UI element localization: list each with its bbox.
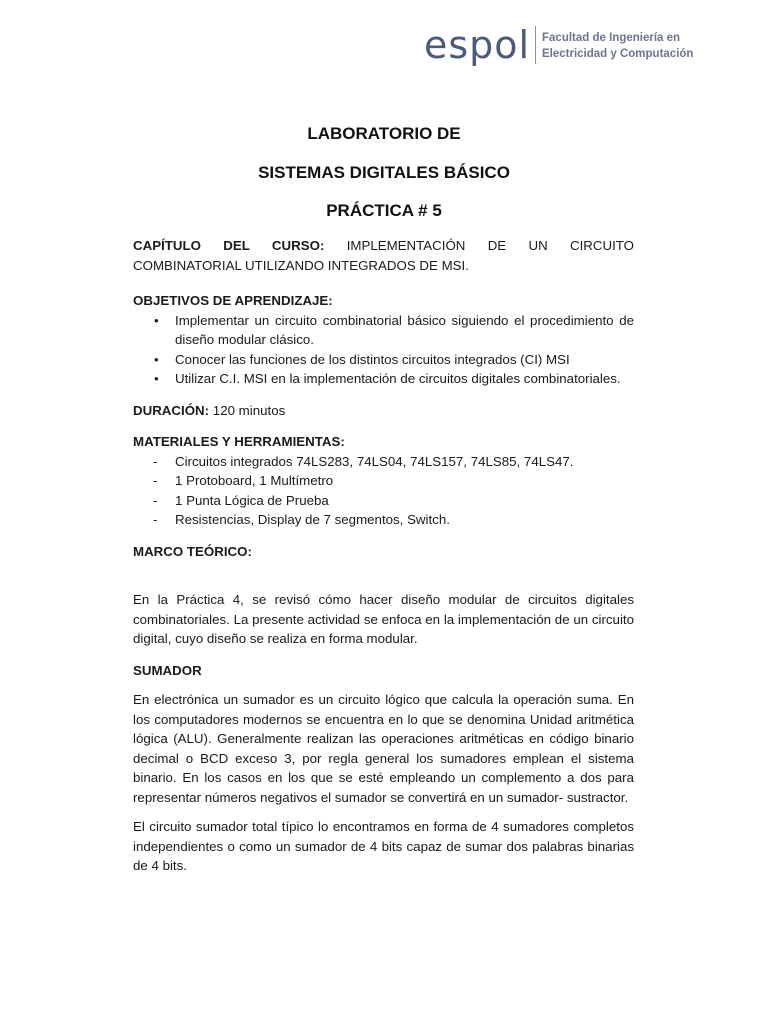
capitulo-text-2: COMBINATORIAL UTILIZANDO INTEGRADOS DE MSI. bbox=[133, 257, 469, 273]
list-item: - Circuitos integrados 74LS283, 74LS04, 74LS157, 74LS85, 74LS47. bbox=[133, 452, 634, 472]
capitulo-label: CAPÍTULO DEL CURSO: bbox=[133, 238, 325, 253]
duracion-label: DURACIÓN: bbox=[133, 402, 210, 418]
faculty-line-2: Electricidad y Computación bbox=[542, 48, 694, 60]
document-body bbox=[133, 236, 634, 876]
capitulo-line-1 bbox=[133, 236, 634, 256]
list-item: - 1 Punta Lógica de Prueba bbox=[133, 491, 634, 511]
faculty-name bbox=[542, 30, 693, 62]
logo-divider bbox=[535, 26, 536, 64]
sumador-paragraph-1: En electrónica un sumador es un circuito lógico que calcula la operación suma. En los computadores modernos se encuentra en lo que se denomina Unidad aritmética lógica (ALU). Generalmente realizan las operaciones aritméticas en código binario decimal o BCD exceso 3, por regla general los sumadores emplean el sistema binario. En los casos en los que se esté empleando un complemento a dos para representar números negativos el sumador se convertirá en un sumador- sustractor. bbox=[133, 692, 634, 805]
title-line-2: SISTEMAS DIGITALES BÁSICO bbox=[258, 163, 510, 182]
title-line-1: LABORATORIO DE bbox=[307, 124, 461, 143]
duracion-line bbox=[133, 401, 634, 421]
list-item: • Conocer las funciones de los distintos circuitos integrados (CI) MSI bbox=[133, 350, 634, 370]
title-line-3: PRÁCTICA # 5 bbox=[326, 201, 442, 220]
list-item: - Resistencias, Display de 7 segmentos, Switch. bbox=[133, 510, 634, 530]
duracion-value: 120 minutos bbox=[212, 402, 286, 418]
marco-paragraph: En la Práctica 4, se revisó cómo hacer diseño modular de circuitos digitales combinatoriales. La presente actividad se enfoca en la implementación de un circuito digital, cuyo diseño se realiza en forma modular. bbox=[133, 592, 634, 646]
page-header bbox=[424, 22, 724, 70]
capitulo-text-1: IMPLEMENTACIÓN DE UN CIRCUITO bbox=[346, 238, 634, 253]
list-item: • Utilizar C.I. MSI en la implementación de circuitos digitales combinatoriales. bbox=[133, 369, 634, 389]
list-item: - 1 Protoboard, 1 Multímetro bbox=[133, 471, 634, 491]
faculty-line-1: Facultad de Ingeniería en bbox=[542, 32, 681, 44]
objetivos-list bbox=[133, 311, 634, 389]
objetivos-heading: OBJETIVOS DE APRENDIZAJE: bbox=[133, 293, 333, 308]
marco-heading: MARCO TEÓRICO: bbox=[133, 543, 252, 559]
materiales-heading: MATERIALES Y HERRAMIENTAS: bbox=[133, 434, 345, 449]
list-item: • Implementar un circuito combinatorial básico siguiendo el procedimiento de diseño modular clásico. bbox=[133, 311, 634, 350]
sumador-paragraph-2: El circuito sumador total típico lo encontramos en forma de 4 sumadores completos independientes o como un sumador de 4 bits capaz de sumar dos palabras binarias de 4 bits. bbox=[133, 819, 634, 873]
materiales-list bbox=[133, 452, 634, 530]
sumador-heading: SUMADOR bbox=[133, 662, 202, 678]
espol-logo: espol bbox=[424, 23, 531, 67]
